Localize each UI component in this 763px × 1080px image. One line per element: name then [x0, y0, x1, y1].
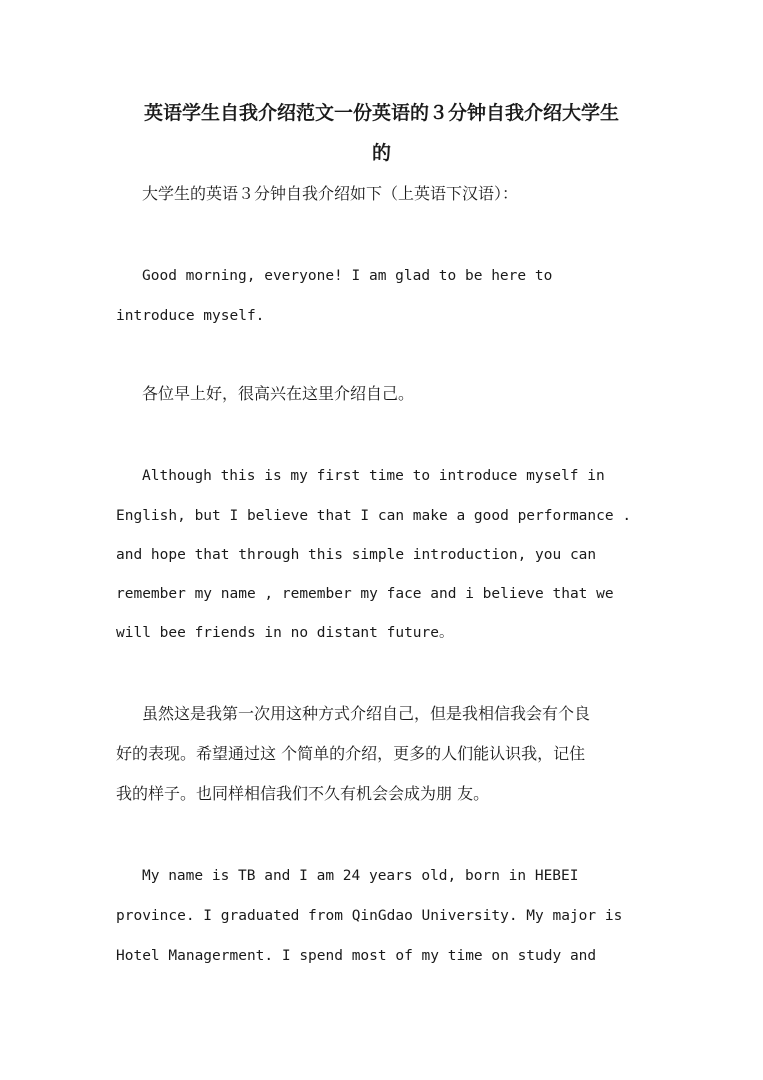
paragraph-2-en-line-5: will bee friends in no distant future。: [116, 625, 454, 641]
intro-text: 大学生的英语３分钟自我介绍如下（上英语下汉语）：: [142, 184, 519, 203]
paragraph-3-en-line-1: My name is TB and I am 24 years old, born in HEBEI: [142, 868, 579, 884]
paragraph-2-zh-line-1: 虽然这是我第一次用这种方式介绍自己，但是我相信我会有个良: [142, 704, 591, 723]
paragraph-2-en-line-3: and hope that through this simple introduction, you can: [116, 547, 597, 563]
paragraph-2-zh-line-3: 我的样子。也同样相信我们不久有机会会成为朋 友。: [116, 784, 490, 803]
paragraph-1-zh: 各位早上好，很高兴在这里介绍自己。: [142, 384, 415, 403]
paragraph-3-en-line-3: Hotel Managerment. I spend most of my time on study and: [116, 948, 597, 964]
document-title-line-1: 英语学生自我介绍范文一份英语的３分钟自我介绍大学生: [143, 102, 619, 124]
document-title-line-2: 的: [371, 142, 391, 164]
paragraph-3-en-line-2: province. I graduated from QinGdao University. My major is: [116, 908, 623, 924]
paragraph-2-en-line-2: English, but I believe that I can make a good performance .: [116, 508, 632, 524]
paragraph-1-en-line-1: Good morning, everyone! I am glad to be here to: [142, 268, 553, 284]
paragraph-1-en-line-2: introduce myself.: [116, 308, 265, 324]
paragraph-2-en-line-4: remember my name , remember my face and i believe that we: [116, 586, 614, 602]
paragraph-2-zh-line-2: 好的表现。希望通过这 个简单的介绍，更多的人们能认识我，记住: [116, 744, 586, 763]
paragraph-2-en-line-1: Although this is my first time to introduce myself in: [142, 468, 605, 484]
